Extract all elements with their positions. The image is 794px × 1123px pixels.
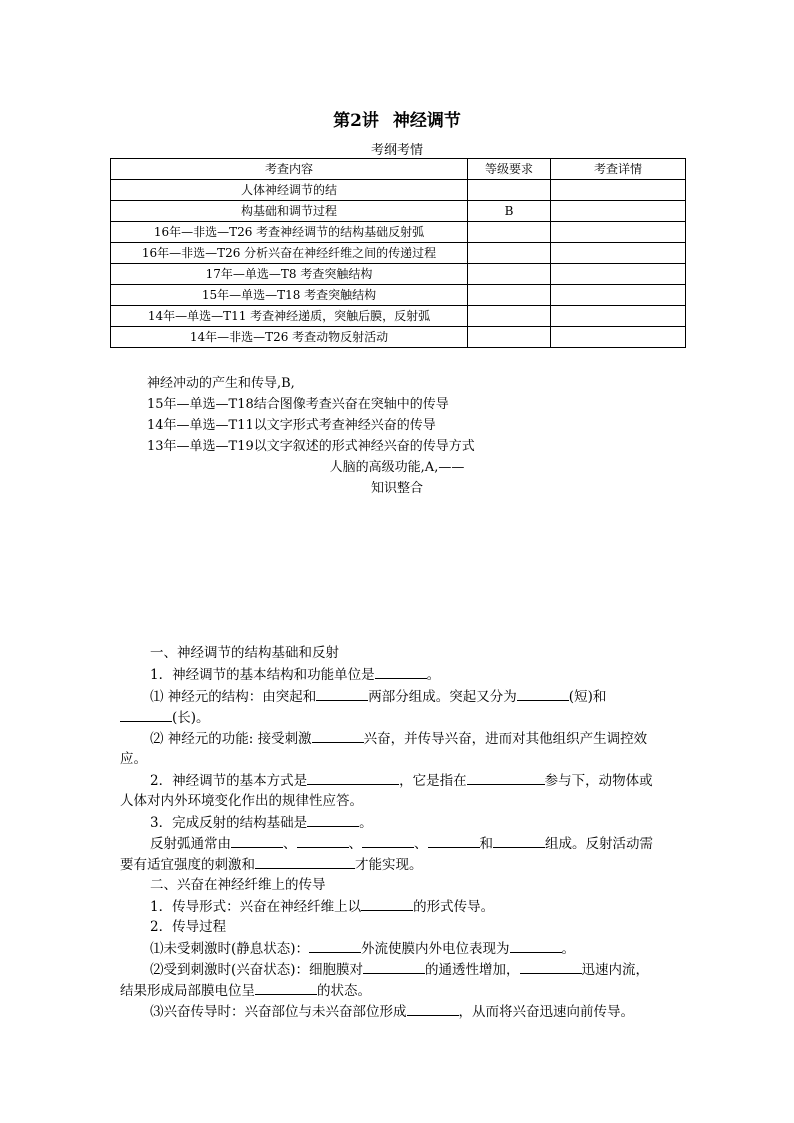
question-line: [150, 664, 440, 686]
answer-blank[interactable]: [520, 959, 582, 974]
text: ，它是指在: [399, 773, 467, 789]
table-cell: 17年—单选—T8 考查突触结构: [111, 264, 468, 285]
text: 和: [479, 836, 493, 852]
text: 3．完成反射的结构基础是: [150, 815, 308, 831]
note-line: 14年—单选—T11以文字形式考查神经兴奋的传导: [147, 418, 436, 433]
text: 、: [348, 836, 362, 852]
answer-blank[interactable]: [231, 833, 283, 848]
text: ⑵ 神经元的功能: 接受刺激: [150, 731, 312, 747]
question-line: [150, 1001, 634, 1023]
text: ⑵受到刺激时(兴奋状态)：细胞膜对: [150, 962, 364, 978]
table-row: [111, 243, 686, 264]
table-cell: [468, 264, 551, 285]
syllabus-table: [110, 158, 686, 348]
question-line: [150, 833, 653, 855]
table-row: [111, 264, 686, 285]
text: 两部分组成。突起又分为: [368, 689, 517, 705]
table-cell: [468, 306, 551, 327]
table-cell: [551, 285, 686, 306]
section-heading: 二、兴奋在神经纤维上的传导: [150, 877, 326, 893]
header-detail: 考查详情: [551, 159, 686, 180]
table-cell: 14年—单选—T11 考查神经递质，突触后膜，反射弧: [111, 306, 468, 327]
text: 才能实现。: [355, 857, 423, 873]
text: 组成。反射活动需: [545, 836, 653, 852]
answer-blank[interactable]: [467, 770, 545, 785]
section-heading: 一、神经调节的结构基础和反射: [150, 645, 339, 661]
table-row: [111, 180, 686, 201]
table-row: [111, 285, 686, 306]
answer-blank[interactable]: [407, 1001, 459, 1016]
question-line: [150, 728, 647, 750]
page-title: [0, 106, 794, 131]
answer-blank[interactable]: [316, 686, 368, 701]
question-line: [120, 854, 423, 876]
answer-blank[interactable]: [428, 833, 480, 848]
text: ⑴未受刺激时(静息状态)：: [150, 941, 310, 957]
table-caption: 考纲考情: [370, 143, 423, 158]
question-line: [150, 938, 575, 960]
text: 、: [283, 836, 297, 852]
note-line: 人脑的高级功能,A,——: [329, 460, 465, 475]
table-cell: [551, 180, 686, 201]
text: 。: [359, 815, 373, 831]
text: ，从而将兴奋迅速向前传导。: [458, 1004, 634, 1020]
answer-blank[interactable]: [255, 854, 355, 869]
question-line: [150, 686, 606, 708]
table-cell: [551, 201, 686, 222]
table-cell: [551, 264, 686, 285]
question-line: [120, 707, 210, 729]
table-cell: 15年—单选—T18 考查突触结构: [111, 285, 468, 306]
text: 结果形成局部膜电位呈: [120, 983, 255, 999]
answer-blank[interactable]: [312, 728, 364, 743]
answer-blank[interactable]: [297, 833, 349, 848]
answer-blank[interactable]: [493, 833, 545, 848]
answer-blank[interactable]: [510, 938, 562, 953]
answer-blank[interactable]: [517, 686, 569, 701]
answer-blank[interactable]: [309, 938, 361, 953]
text: 外流使膜内外电位表现为: [361, 941, 510, 957]
table-row: [111, 327, 686, 348]
answer-blank[interactable]: [375, 664, 427, 679]
question-line: 2．传导过程: [150, 919, 227, 935]
note-line: 神经冲动的产生和传导,B,: [147, 376, 295, 391]
text: ⑶兴奋传导时：兴奋部位与未兴奋部位形成: [150, 1004, 407, 1020]
text: 的形式传导。: [413, 899, 495, 915]
note-line: 15年—单选—T18结合图像考查兴奋在突轴中的传导: [147, 397, 449, 412]
table-row: [111, 222, 686, 243]
table-cell: [468, 285, 551, 306]
question-line: 应。: [120, 751, 147, 767]
text: 1．神经调节的基本结构和功能单位是: [150, 667, 375, 683]
text: ⑴ 神经元的结构：由突起和: [150, 689, 317, 705]
table-cell: [551, 243, 686, 264]
answer-blank[interactable]: [120, 707, 172, 722]
answer-blank[interactable]: [307, 770, 399, 785]
text: 1．传导形式：兴奋在神经纤维上以: [150, 899, 362, 915]
text: 、: [414, 836, 428, 852]
table-cell: [551, 222, 686, 243]
table-cell: [551, 306, 686, 327]
text: (短)和: [568, 689, 607, 705]
table-row: [111, 306, 686, 327]
question-line: [120, 980, 371, 1002]
text: 的状态。: [317, 983, 371, 999]
table-cell: [468, 222, 551, 243]
text: (长)。: [172, 710, 210, 726]
lecture-number: 第2讲: [333, 111, 379, 131]
table-cell: 16年—非选—T26 考查神经调节的结构基础反射弧: [111, 222, 468, 243]
question-line: [150, 959, 649, 981]
lecture-topic: 神经调节: [392, 111, 461, 131]
text: 的通透性增加，: [425, 962, 520, 978]
answer-blank[interactable]: [255, 980, 317, 995]
table-cell: 构基础和调节过程: [111, 201, 468, 222]
answer-blank[interactable]: [307, 812, 359, 827]
text: 反射弧通常由: [150, 836, 231, 852]
table-cell: [468, 243, 551, 264]
text: 2．神经调节的基本方式是: [150, 773, 308, 789]
table-cell: [468, 327, 551, 348]
table-cell: [551, 327, 686, 348]
header-content: 考查内容: [111, 159, 468, 180]
question-line: [150, 812, 373, 834]
table-cell: 14年—非选—T26 考查动物反射活动: [111, 327, 468, 348]
text: 参与下，动物体或: [544, 773, 653, 789]
section-label: 知识整合: [370, 481, 423, 496]
table-header-row: [111, 159, 686, 180]
text: 。: [561, 941, 576, 957]
table-row: [111, 201, 686, 222]
note-line: 13年—单选—T19以文字叙述的形式神经兴奋的传导方式: [147, 439, 475, 454]
text: 。: [426, 667, 441, 683]
text: 兴奋，并传导兴奋，进而对其他组织产生调控效: [363, 731, 648, 747]
header-level: 等级要求: [468, 159, 551, 180]
table-cell: 16年—非选—T26 分析兴奋在神经纤维之间的传递过程: [111, 243, 468, 264]
answer-blank[interactable]: [363, 959, 425, 974]
text: 迅速内流，: [581, 962, 650, 978]
question-line: [150, 770, 653, 792]
table-cell: [468, 180, 551, 201]
text: 要有适宜强度的刺激和: [120, 857, 255, 873]
table-cell: B: [468, 201, 551, 222]
answer-blank[interactable]: [362, 833, 414, 848]
answer-blank[interactable]: [361, 896, 413, 911]
question-line: 人体对内外环境变化作出的规律性应答。: [120, 793, 363, 809]
question-line: [150, 896, 494, 918]
table-cell: 人体神经调节的结: [111, 180, 468, 201]
